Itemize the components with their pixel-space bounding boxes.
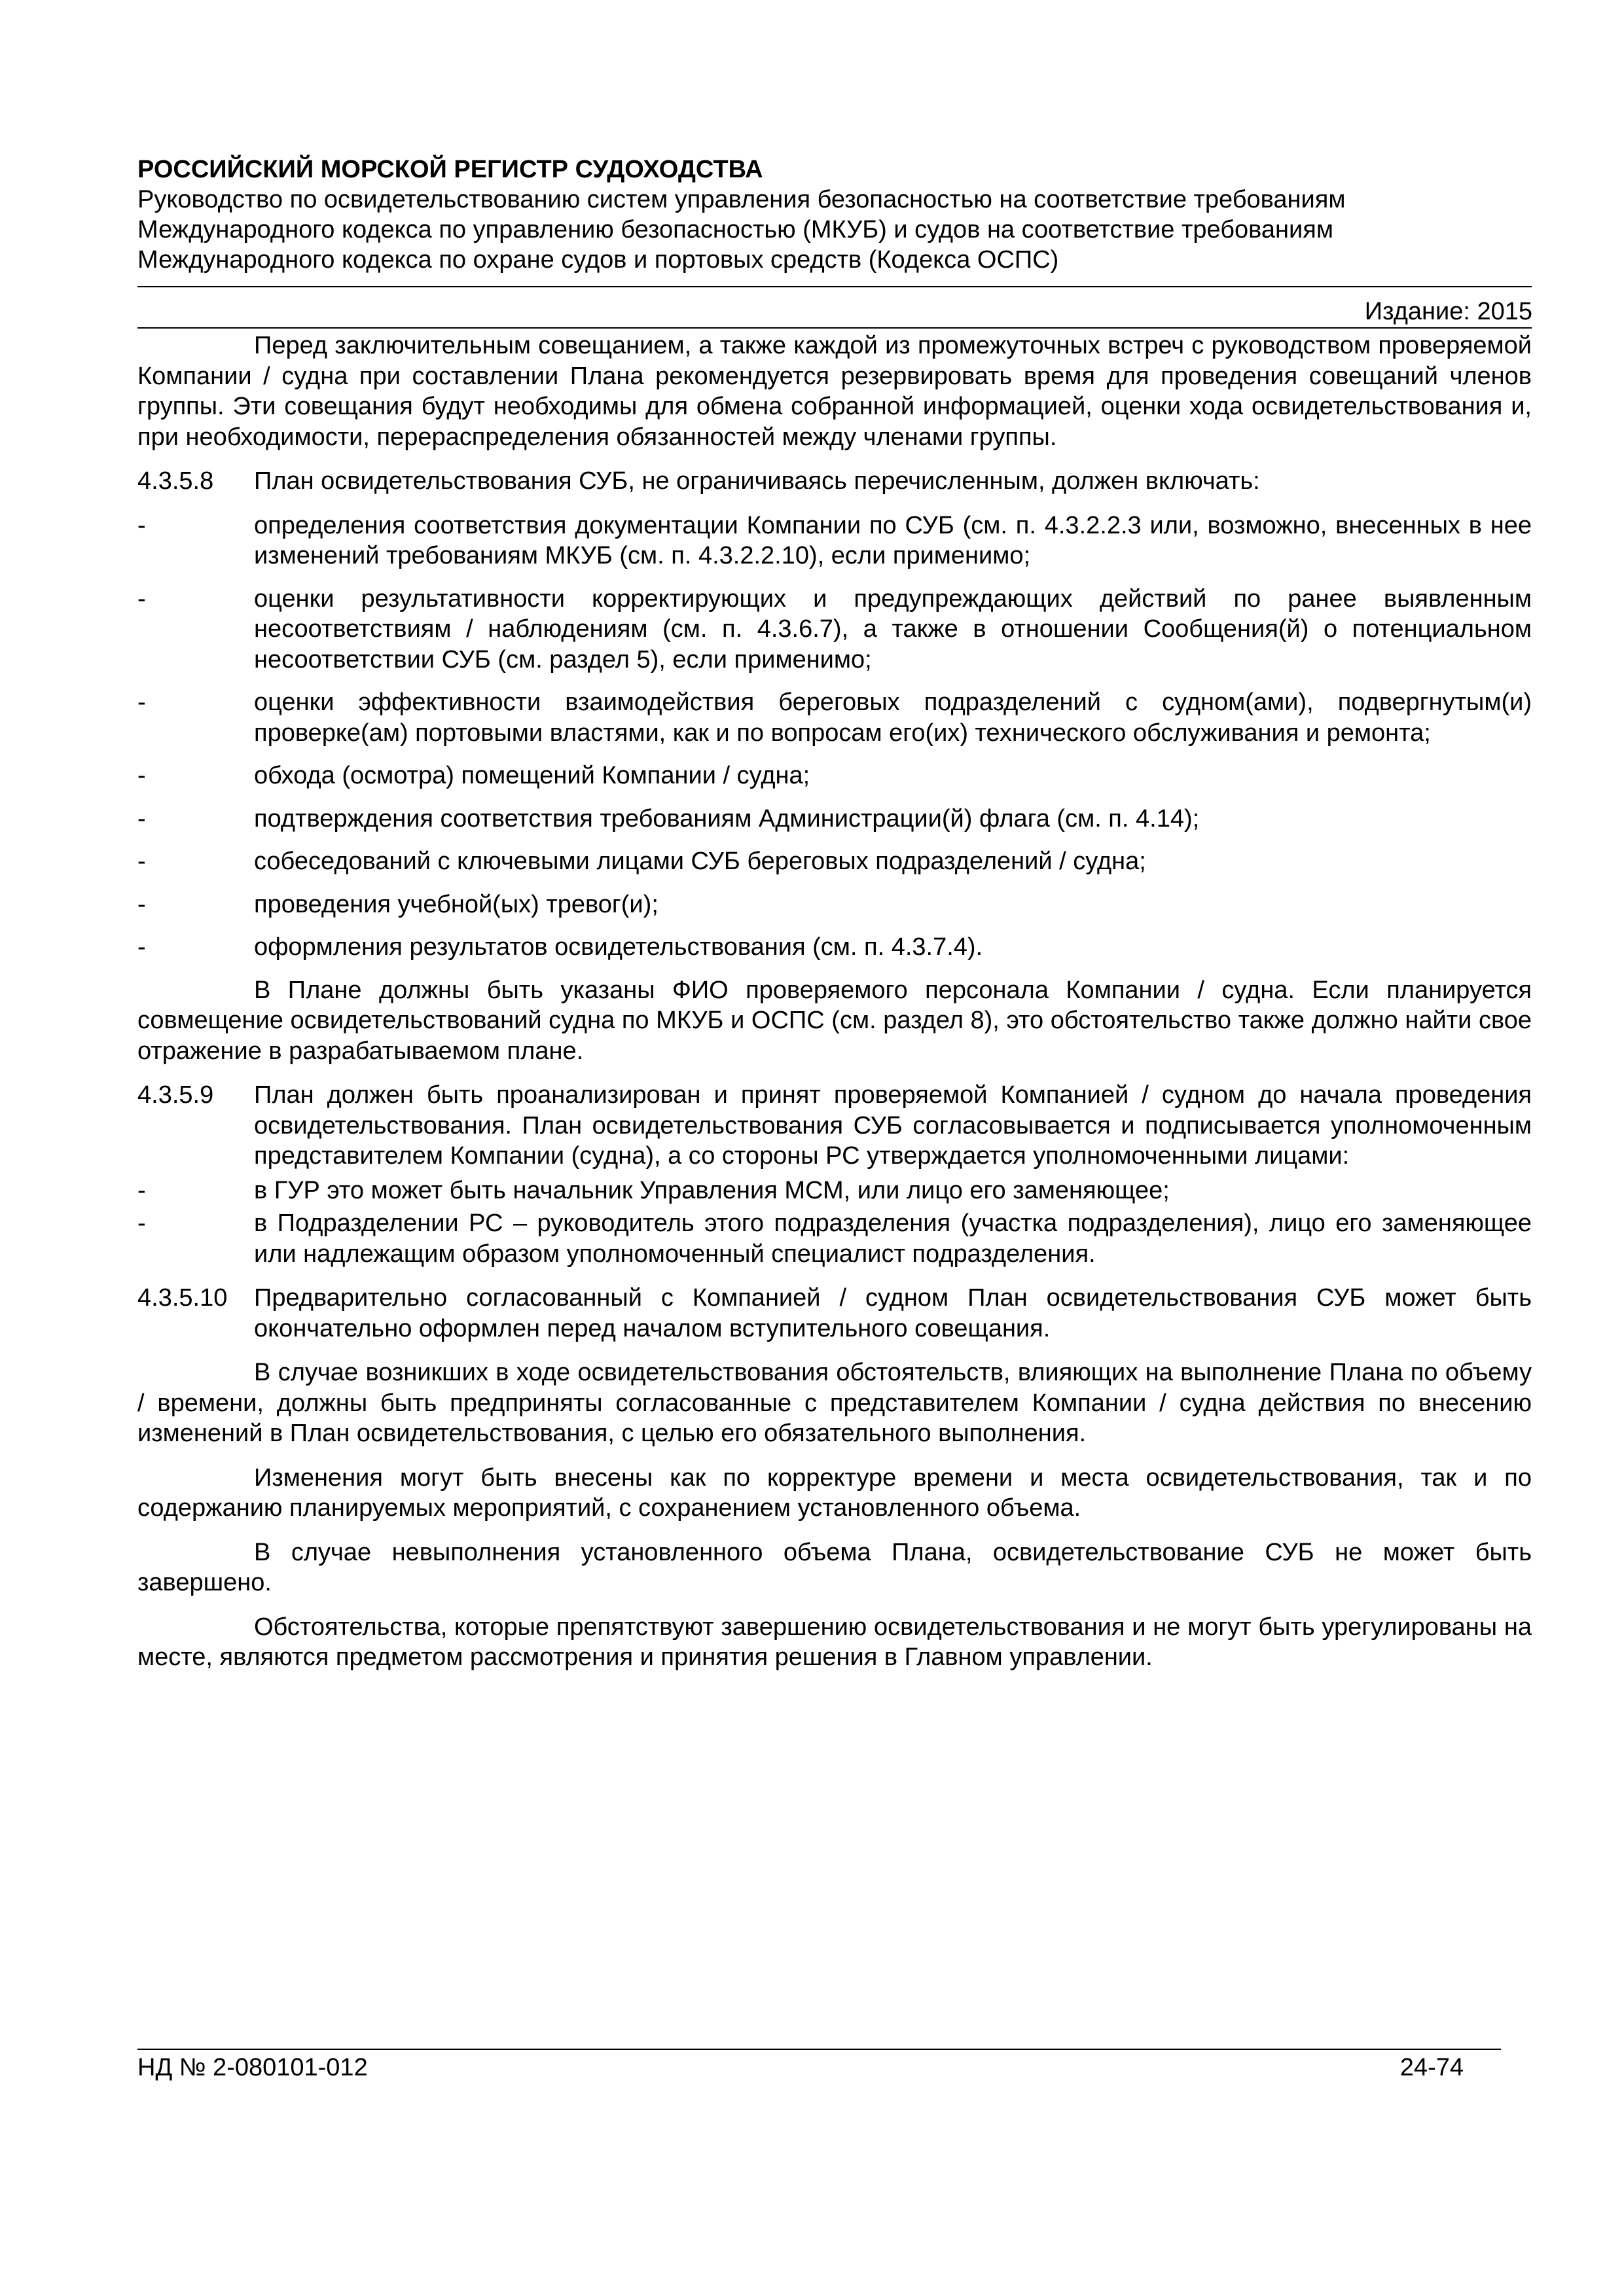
list-item bbox=[137, 846, 1532, 877]
dash-marker: - bbox=[137, 762, 146, 789]
dash-marker: - bbox=[137, 689, 146, 716]
clause-number: 4.3.5.8 bbox=[137, 467, 214, 495]
dash-marker: - bbox=[137, 1176, 146, 1204]
list-item-text: определения соответствия документации Компании по СУБ (см. п. 4.3.2.2.3 или, возможно, внесенных в нее изменений требованиям МКУБ (см. п. 4.3.2.2.10), если применимо; bbox=[254, 511, 1532, 569]
dash-marker: - bbox=[137, 890, 146, 918]
list-item bbox=[137, 687, 1532, 748]
list-item bbox=[137, 511, 1532, 571]
list-item bbox=[137, 584, 1532, 675]
list-item bbox=[137, 932, 1532, 963]
document-number: НД № 2-080101-012 bbox=[137, 2054, 368, 2081]
dash-marker: - bbox=[137, 1210, 146, 1237]
intro-paragraph: Перед заключительным совещанием, а также каждой из промежуточных встреч с руководством проверяемой Компании / судна при составлении Плана рекомендуется резервировать время для проведения совещаний членов группы. Эти совещания будут необходимы для обмена собранной информацией, оценки хода освидетельствования и, при необходимости, перераспределения обязанностей между членами группы. bbox=[137, 332, 1532, 451]
list-item-text: оформления результатов освидетельствования (см. п. 4.3.7.4). bbox=[254, 933, 983, 961]
paragraph: В случае невыполнения установленного объема Плана, освидетельствование СУБ не может быть завершено. bbox=[137, 1538, 1532, 1596]
edition-rule bbox=[137, 327, 1532, 329]
header-rule bbox=[137, 286, 1532, 287]
plan-personnel-paragraph: В Плане должны быть указаны ФИО проверяемого персонала Компании / судна. Если планируется совмещение освидетельствований судна по МКУБ и ОСПС (см. раздел 8), это обстоятельство также должно найти свое отражение в разрабатываемом плане. bbox=[137, 976, 1532, 1065]
dash-marker: - bbox=[137, 933, 146, 961]
main-content bbox=[137, 331, 1532, 1687]
list-item bbox=[137, 1175, 1532, 1206]
clause-text: План освидетельствования СУБ, не ограничиваясь перечисленным, должен включать: bbox=[254, 467, 1260, 495]
organization-name: РОССИЙСКИЙ МОРСКОЙ РЕГИСТР СУДОХОДСТВА bbox=[137, 156, 763, 183]
list-item-text: собеседований с ключевыми лицами СУБ береговых подразделений / судна; bbox=[254, 848, 1146, 875]
page-number: 24-74 bbox=[1399, 2054, 1464, 2081]
list-item-text: в ГУР это может быть начальник Управления МСМ, или лицо его заменяющее; bbox=[254, 1176, 1170, 1204]
edition-label: Издание: 2015 bbox=[1364, 298, 1532, 325]
clause-text: Предварительно согласованный с Компанией / судном План освидетельствования СУБ может быть окончательно оформлен перед началом вступительного совещания. bbox=[254, 1284, 1532, 1342]
dash-marker: - bbox=[137, 584, 146, 613]
dash-marker: - bbox=[137, 848, 146, 875]
paragraph: Изменения могут быть внесены как по корректуре времени и места освидетельствования, так и по содержанию планируемых мероприятий, с сохранением установленного объема. bbox=[137, 1463, 1532, 1522]
list-item bbox=[137, 761, 1532, 791]
list-item bbox=[137, 1208, 1532, 1269]
plan-items-list bbox=[137, 511, 1532, 963]
paragraph: Обстоятельства, которые препятствуют завершению освидетельствования и не могут быть урегулированы на месте, являются предметом рассмотрения и принятия решения в Главном управлении. bbox=[137, 1613, 1532, 1671]
list-item bbox=[137, 804, 1532, 834]
paragraph: В случае возникших в ходе освидетельствования обстоятельств, влияющих на выполнение Плана по объему / времени, должны быть предприняты согласованные с представителем Компании / судна действия по внесению изменений в План освидетельствования, с целью его обязательного выполнения. bbox=[137, 1359, 1532, 1447]
clause-4-3-5-10 bbox=[137, 1283, 1532, 1344]
dash-marker: - bbox=[137, 804, 146, 833]
clause-number: 4.3.5.9 bbox=[137, 1081, 214, 1109]
list-item-text: оценки эффективности взаимодействия береговых подразделений с судном(ами), подвергнутым(и) проверке(ам) портовыми властями, как и по вопросам его(их) технического обслуживания и ремонта; bbox=[254, 689, 1532, 747]
list-item-text: обхода (осмотра) помещений Компании / судна; bbox=[254, 762, 810, 789]
dash-marker: - bbox=[137, 511, 146, 539]
clause-4-3-5-8 bbox=[137, 466, 1532, 497]
list-item-text: проведения учебной(ых) тревог(и); bbox=[254, 890, 659, 918]
clause-number: 4.3.5.10 bbox=[137, 1284, 228, 1312]
list-item-text: оценки результативности корректирующих и предупреждающих действий по ранее выявленным несоответствиям / наблюдениям (см. п. 4.3.6.7), а также в отношении Сообщения(й) о потенциальном несоответствии СУБ (см. раздел 5), если применимо; bbox=[254, 584, 1532, 673]
list-item-text: подтверждения соответствия требованиям Администрации(й) флага (см. п. 4.14); bbox=[254, 804, 1200, 833]
document-title: Руководство по освидетельствованию систем управления безопасностью на соответствие требованиям Международного кодекса по управлению безопасностью (МКУБ) и судов на соответствие требованиям Международного кодекса по охране судов и портовых средств (Кодекса ОСПС) bbox=[137, 186, 1346, 274]
list-item-text: в Подразделении РС – руководитель этого подразделения (участка подразделения), лицо его заменяющее или надлежащим образом уполномоченный специалист подразделения. bbox=[254, 1210, 1532, 1268]
footer-rule bbox=[137, 2049, 1501, 2050]
clause-text: План должен быть проанализирован и принят проверяемой Компанией / судном до начала проведения освидетельствования. План освидетельствования СУБ согласовывается и подписывается уполномоченным представителем Компании (судна), а со стороны РС утверждается уполномоченными лицами: bbox=[254, 1081, 1532, 1170]
approvers-list bbox=[137, 1175, 1532, 1270]
clause-4-3-5-9 bbox=[137, 1080, 1532, 1172]
list-item bbox=[137, 889, 1532, 920]
